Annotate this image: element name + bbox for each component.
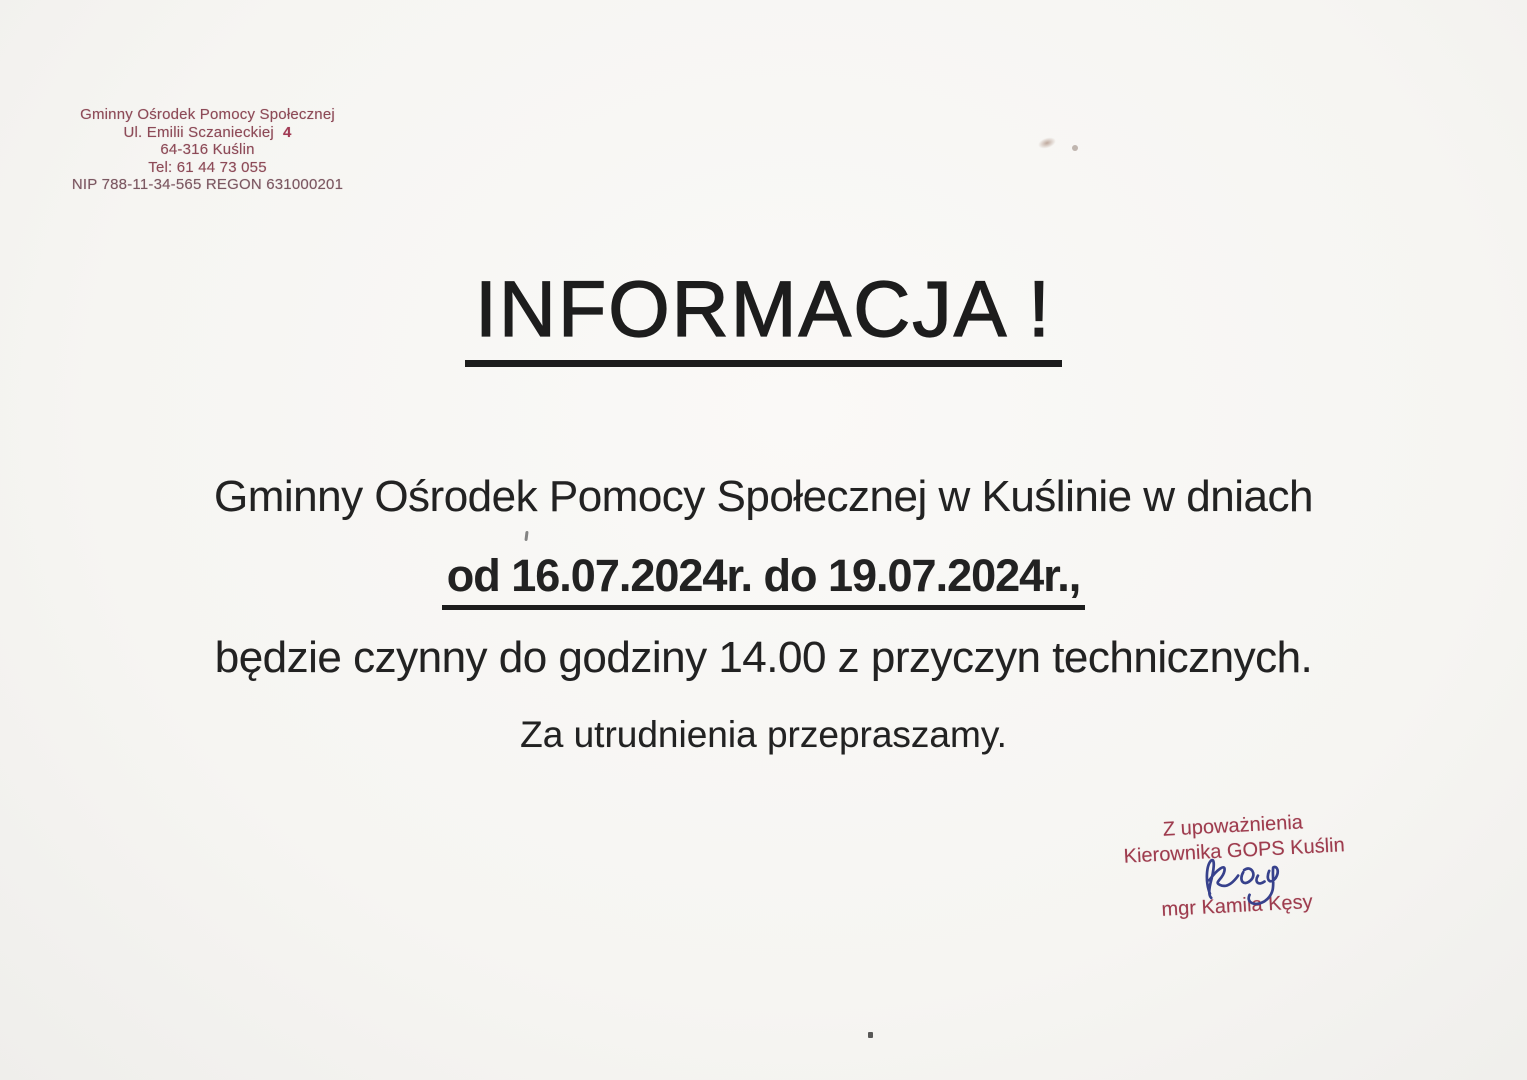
scan-artifact-dot xyxy=(1072,145,1078,151)
scan-artifact-tick xyxy=(524,531,528,541)
authorization-line-2: Kierownika GOPS Kuślin xyxy=(1123,834,1346,868)
scan-artifact-speck xyxy=(868,1032,873,1038)
notice-title: INFORMACJA ! xyxy=(465,263,1062,367)
office-name: Gminny Ośrodek Pomocy Społecznej xyxy=(80,106,335,123)
office-house-number: 4 xyxy=(282,123,292,141)
authorization-signed-name: mgr Kamila Kęsy xyxy=(1161,891,1314,921)
office-street-line xyxy=(55,124,360,142)
office-address-stamp xyxy=(55,106,360,194)
authorization-stamp xyxy=(1095,807,1374,926)
office-phone: Tel: 61 44 73 055 xyxy=(148,158,267,176)
notice-line-4: Za utrudnienia przepraszamy. xyxy=(520,714,1007,755)
notice-line-2-dates: od 16.07.2024r. do 19.07.2024r., xyxy=(442,550,1085,610)
scan-artifact-smudge xyxy=(1037,135,1057,150)
notice-line-1: Gminny Ośrodek Pomocy Społecznej w Kuślinie w dniach xyxy=(214,472,1313,521)
notice-line-2-row xyxy=(0,550,1527,610)
notice-line-3: będzie czynny do godziny 14.00 z przyczyn technicznych. xyxy=(214,633,1313,682)
notice-title-row xyxy=(0,263,1527,367)
office-tax-ids: NIP 788-11-34-565 REGON 631000201 xyxy=(71,176,344,193)
office-postal-city: 64-316 Kuślin xyxy=(160,141,255,158)
authorization-line-1: Z upoważnienia xyxy=(1162,811,1304,841)
office-street: Ul. Emilii Sczanieckiej xyxy=(123,123,274,141)
